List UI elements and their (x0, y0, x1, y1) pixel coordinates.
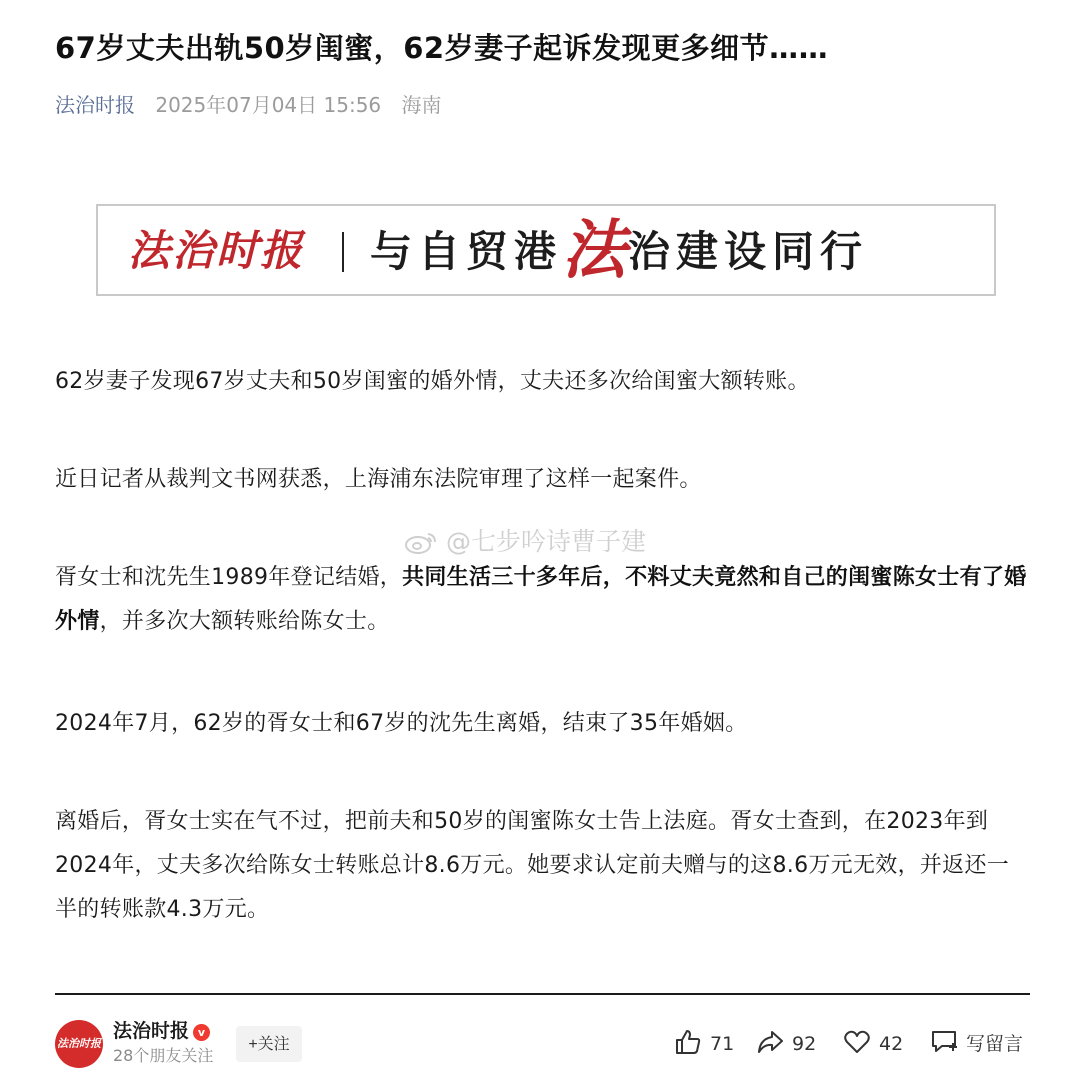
paragraph-5: 离婚后，胥女士实在气不过，把前夫和50岁的闺蜜陈女士告上法庭。胥女士查到，在2023年到2024年，丈夫多次给陈女士转账总计8.6万元。她要求认定前夫赠与的这8.6万元无效，并返还一半的转账款4.3万元。 (55, 809, 1010, 922)
like-button[interactable] (674, 1026, 734, 1062)
account-name-text[interactable]: 法治时报 (113, 1020, 190, 1042)
slogan-highlight: 法 (562, 213, 629, 288)
banner-divider (342, 232, 344, 272)
favorite-button[interactable] (843, 1026, 903, 1062)
heart-icon (843, 1028, 871, 1056)
write-comment-button[interactable] (930, 1026, 1023, 1062)
watermark-text: @七步吟诗曹子建 (445, 527, 646, 556)
write-comment-label: 写留言 (966, 1033, 1024, 1055)
weibo-icon (404, 530, 438, 554)
favorite-count: 42 (879, 1033, 904, 1055)
article-meta (55, 90, 442, 120)
banner-brand-logo: 法治时报 (128, 226, 305, 275)
publish-location: 海南 (401, 93, 442, 117)
share-arrow-icon (756, 1028, 784, 1056)
source-link[interactable]: 法治时报 (55, 93, 135, 117)
share-button[interactable] (756, 1026, 816, 1062)
header-banner-image (96, 204, 996, 296)
paragraph-1: 62岁妻子发现67岁丈夫和50岁闺蜜的婚外情，丈夫还多次给闺蜜大额转账。 (55, 369, 810, 394)
follow-button[interactable]: +关注 (236, 1026, 302, 1062)
paragraph-3-end: ，并多次大额转账给陈女士。 (99, 609, 390, 634)
footer-divider (55, 993, 1030, 995)
verified-badge-icon: v (193, 1024, 210, 1041)
publish-date: 2025年07月04日 15:56 (155, 93, 382, 117)
paragraph-3-bold: 共同生活三十多年后，不料丈夫竟然和自己的闺蜜陈女士有了婚外情 (55, 565, 1027, 634)
paragraph-3-start: 胥女士和沈先生1989年登记结婚， (55, 565, 403, 590)
friends-following-count: 28个朋友关注 (113, 1046, 214, 1065)
slogan-after: 治建设同行 (628, 227, 869, 276)
article-title: 67岁丈夫出轨50岁闺蜜，62岁妻子起诉发现更多细节…… (55, 31, 829, 65)
paragraph-3 (55, 556, 1030, 644)
comment-icon (930, 1028, 958, 1056)
paragraph-2: 近日记者从裁判文书网获悉，上海浦东法院审理了这样一起案件。 (55, 467, 702, 492)
account-avatar[interactable]: 法治时报 (55, 1020, 103, 1068)
thumbs-up-icon (674, 1028, 702, 1056)
like-count: 71 (710, 1033, 735, 1055)
banner-slogan (370, 213, 869, 288)
paragraph-4: 2024年7月，62岁的胥女士和67岁的沈先生离婚，结束了35年婚姻。 (55, 711, 748, 736)
share-count: 92 (792, 1033, 817, 1055)
account-name[interactable] (113, 1018, 210, 1044)
slogan-before: 与自贸港 (370, 227, 563, 276)
